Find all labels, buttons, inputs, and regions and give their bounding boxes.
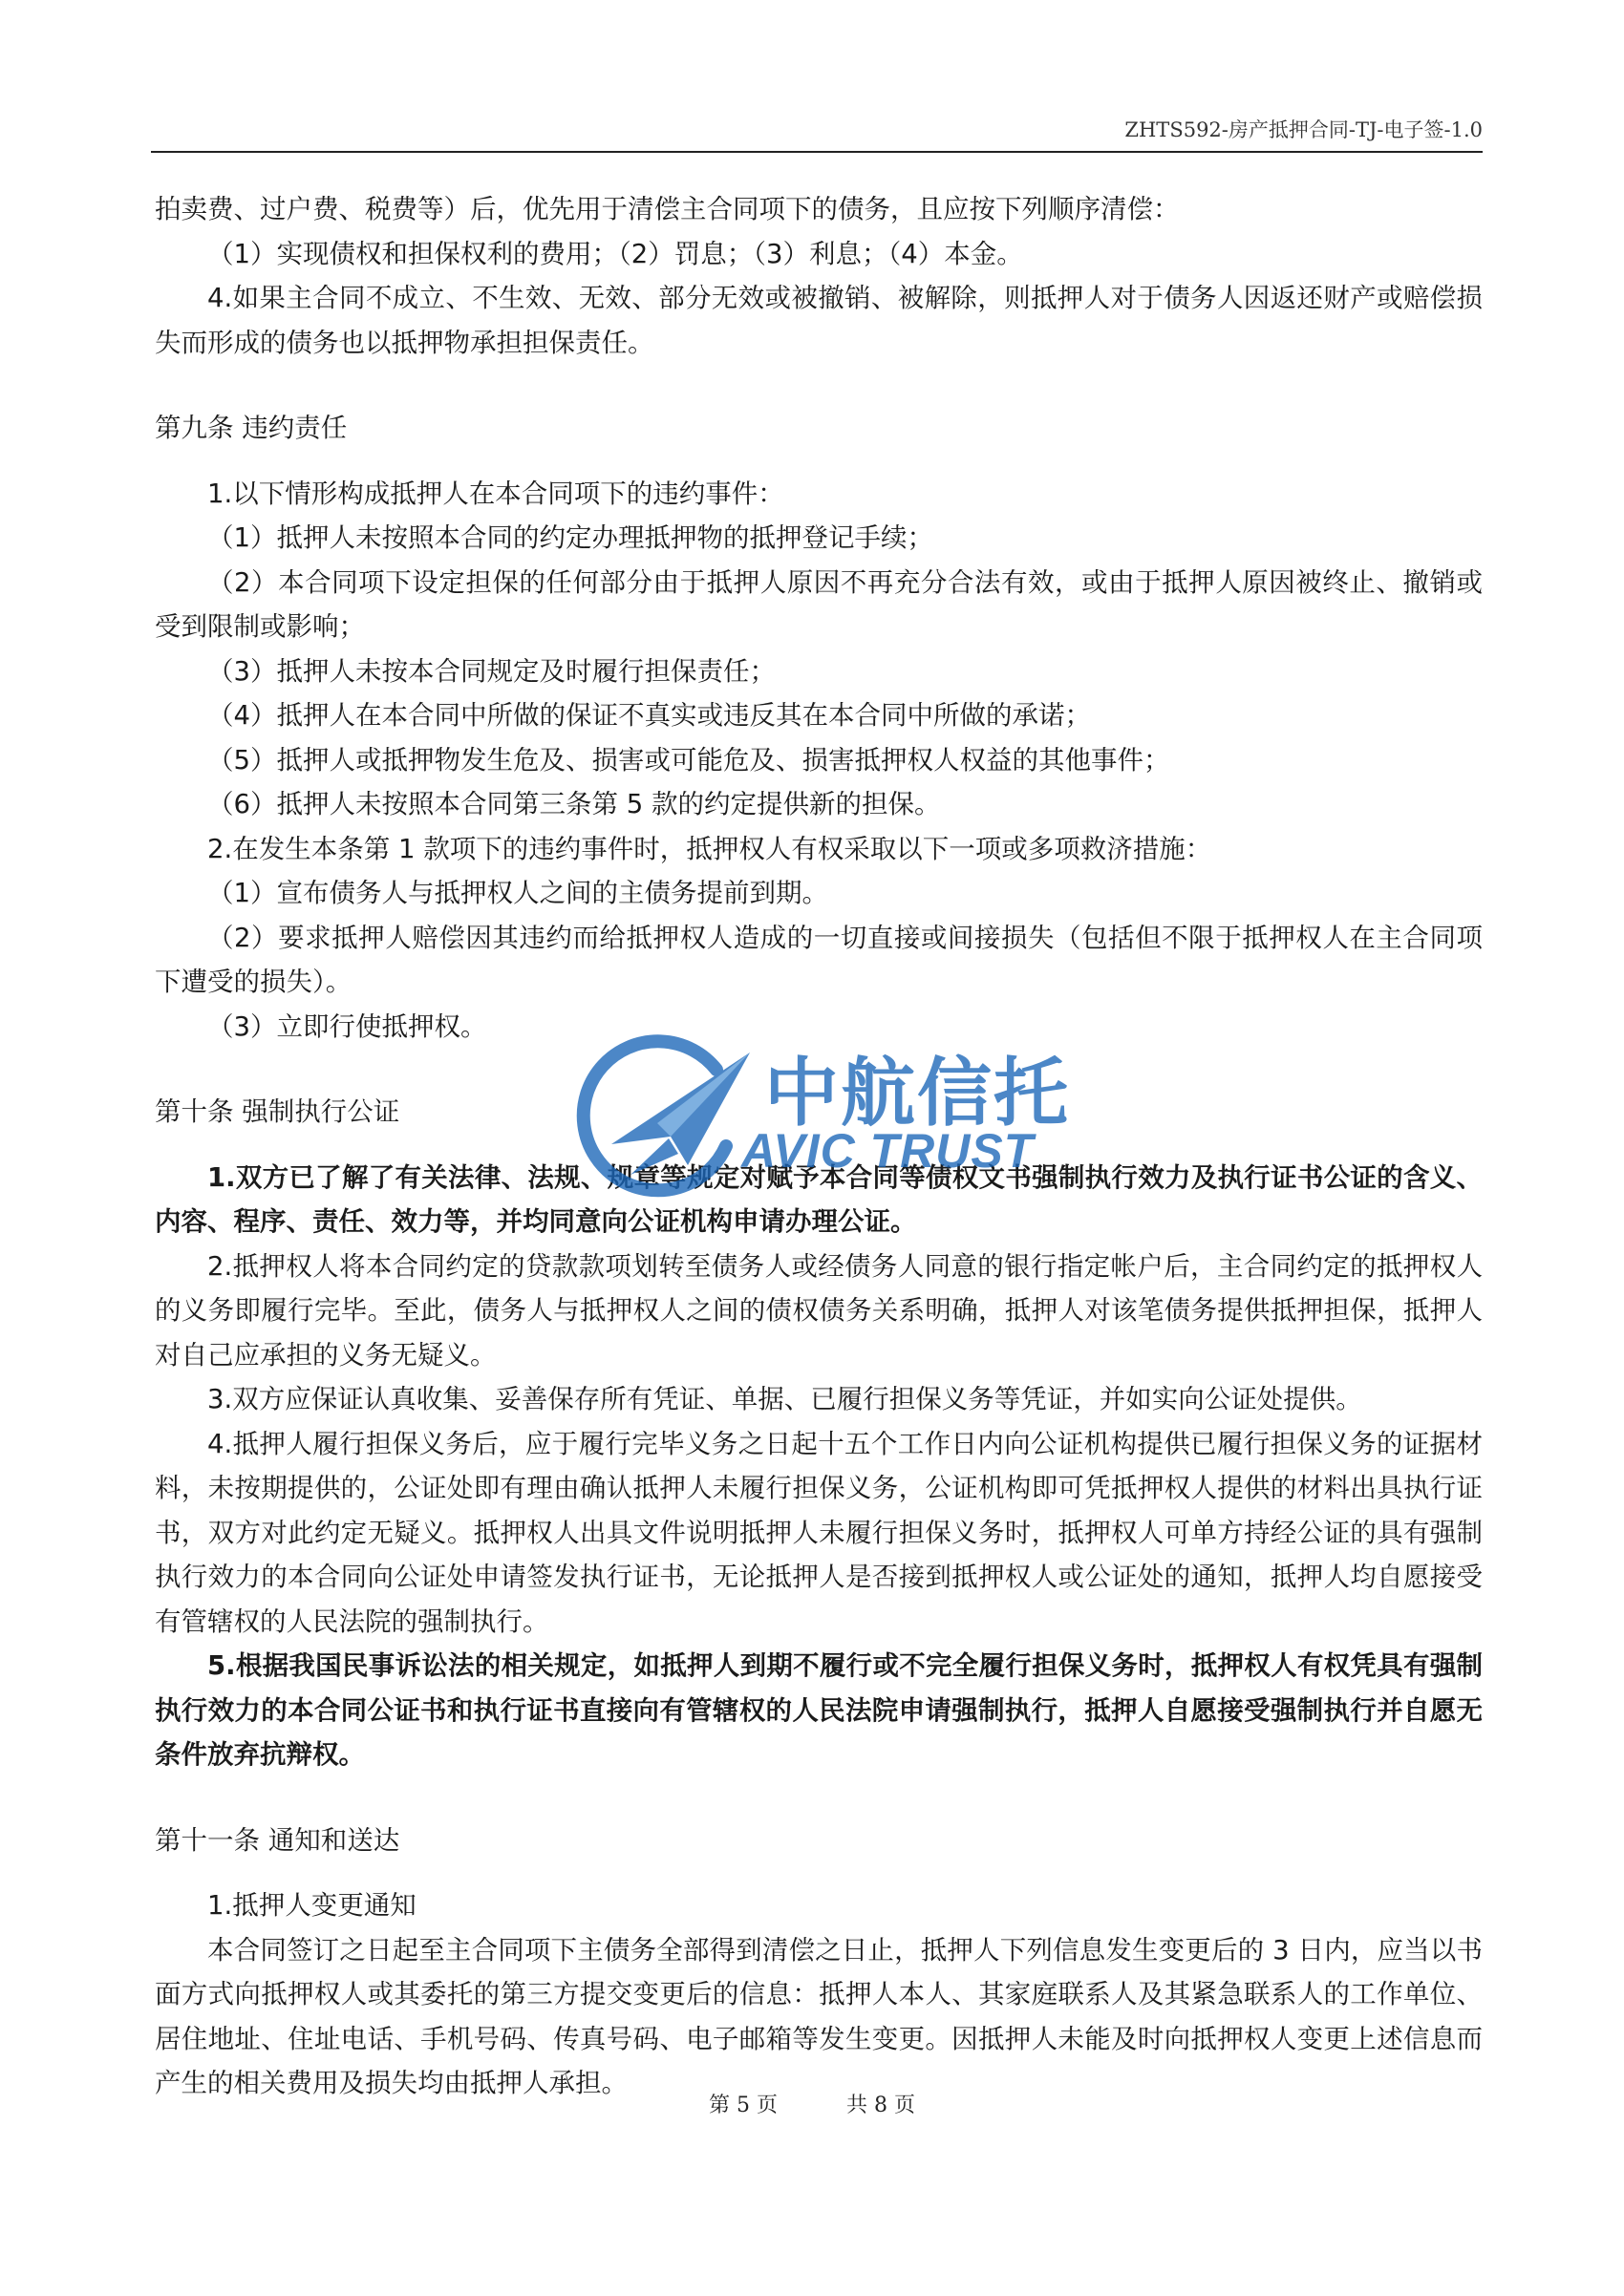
paragraph: 4.抵押人履行担保义务后，应于履行完毕义务之日起十五个工作日内向公证机构提供已履行担保义务的证据材料，未按期提供的，公证处即有理由确认抵押人未履行担保义务，公证机构即可凭抵押权人提供的材料出具执行证书，双方对此约定无疑义。抵押权人出具文件说明抵押人未履行担保义务时，抵押权人可单方持经公证的具有强制执行效力的本合同向公证处申请签发执行证书，无论抵押人是否接到抵押权人或公证处的通知，抵押人均自愿接受有管辖权的人民法院的强制执行。 — [155, 1428, 1483, 1637]
paragraph-bold: 5.根据我国民事诉讼法的相关规定，如抵押人到期不履行或不完全履行担保义务时，抵押权人有权凭具有强制执行效力的本合同公证书和执行证书直接向有管辖权的人民法院申请强制执行，抵押人自愿接受强制执行并自愿无条件放弃抗辩权。 — [155, 1650, 1483, 1770]
header-rule — [151, 151, 1483, 153]
paragraph: 4.如果主合同不成立、不生效、无效、部分无效或被撤销、被解除，则抵押人对于债务人因返还财产或赔偿损失而形成的债务也以抵押物承担担保责任。 — [155, 283, 1483, 358]
paragraph: （1）实现债权和担保权利的费用；（2）罚息；（3）利息；（4）本金。 — [207, 238, 1023, 269]
document-code-header: ZHTS592-房产抵押合同-TJ-电子签-1.0 — [1124, 118, 1483, 141]
paragraph: （3）立即行使抵押权。 — [207, 1010, 487, 1042]
paragraph: 1.抵押人变更通知 — [207, 1890, 417, 1921]
paragraph: 2.抵押权人将本合同约定的贷款款项划转至债务人或经债务人同意的银行指定帐户后，主合同约定的抵押权人的义务即履行完毕。至此，债务人与抵押权人之间的债权债务关系明确，抵押人对该笔债务提供抵押担保，抵押人对自己应承担的义务无疑义。 — [155, 1250, 1483, 1371]
page-number: 第 5 页 — [709, 2094, 778, 2117]
paragraph: 本合同签订之日起至主合同项下主债务全部得到清偿之日止，抵押人下列信息发生变更后的 3 日内，应当以书面方式向抵押权人或其委托的第三方提交变更后的信息：抵押人本人、其家庭联系人及其紧急联系人的工作单位、居住地址、住址电话、手机号码、传真号码、电子邮箱等发生变更。因抵押人未能及时向抵押权人变更上述信息而产生的相关费用及损失均由抵押人承担。 — [155, 1934, 1483, 2098]
paragraph-bold: 1.双方已了解了有关法律、法规、规章等规定对赋予本合同等债权文书强制执行效力及执行证书公证的含义、内容、程序、责任、效力等，并均同意向公证机构申请办理公证。 — [155, 1161, 1483, 1237]
avic-trust-logo — [573, 1031, 1070, 1203]
logo-chinese-name: 中航信托 — [764, 1051, 1071, 1137]
plane-emblem-icon — [573, 1031, 755, 1203]
section-heading-9: 第九条 违约责任 — [155, 413, 348, 443]
paragraph: （4）抵押人在本合同中所做的保证不真实或违反其在本合同中所做的承诺； — [207, 700, 1091, 731]
page-footer — [0, 2089, 1624, 2118]
total-pages: 共 8 页 — [846, 2094, 915, 2117]
paragraph: （2）要求抵押人赔偿因其违约而给抵押权人造成的一切直接或间接损失（包括但不限于抵押权人在主合同项下遭受的损失）。 — [155, 922, 1483, 997]
paragraph: （6）抵押人未按照本合同第三条第 5 款的约定提供新的担保。 — [207, 789, 941, 819]
paragraph: （3）抵押人未按本合同规定及时履行担保责任； — [207, 655, 776, 687]
section-heading-11: 第十一条 通知和送达 — [155, 1824, 400, 1856]
logo-english-name: AVIC TRUST — [741, 1124, 1035, 1178]
paragraph: 拍卖费、过户费、税费等）后，优先用于清偿主合同项下的债务，且应按下列顺序清偿： — [155, 194, 1180, 224]
paragraph: （2）本合同项下设定担保的任何部分由于抵押人原因不再充分合法有效，或由于抵押人原因被终止、撤销或受到限制或影响； — [155, 566, 1483, 642]
paragraph: 1.以下情形构成抵押人在本合同项下的违约事件： — [207, 478, 784, 509]
paragraph: （1）宣布债务人与抵押权人之间的主债务提前到期。 — [207, 878, 828, 908]
paragraph: （1）抵押人未按照本合同的约定办理抵押物的抵押登记手续； — [207, 522, 933, 553]
paragraph: （5）抵押人或抵押物发生危及、损害或可能危及、损害抵押权人权益的其他事件； — [207, 744, 1170, 776]
section-heading-10: 第十条 强制执行公证 — [155, 1096, 400, 1127]
paragraph: 2.在发生本条第 1 款项下的违约事件时，抵押权人有权采取以下一项或多项救济措施： — [207, 833, 1212, 864]
paragraph: 3.双方应保证认真收集、妥善保存所有凭证、单据、已履行担保义务等凭证，并如实向公证处提供。 — [207, 1384, 1362, 1414]
